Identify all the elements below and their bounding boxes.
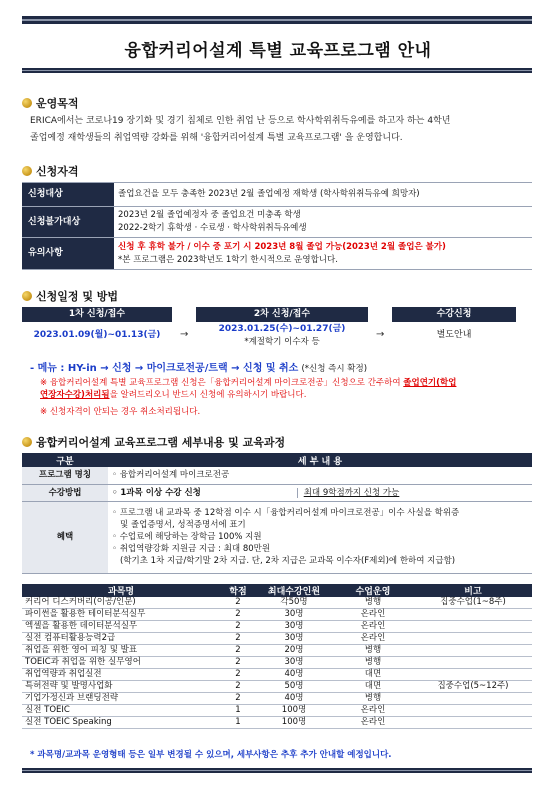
column-header: 과목명 <box>22 584 220 597</box>
row-line: 2023년 2월 졸업예정자 중 졸업요건 미충족 학생 <box>118 210 301 220</box>
table-cell: 기업가정신과 브랜딩전략 <box>22 693 220 705</box>
table-cell: 커리어 디스커버리(이공/인문) <box>22 597 220 609</box>
table-cell: 2 <box>220 621 256 633</box>
section-heading-schedule <box>22 288 118 304</box>
table-cell: 취업역량과 취업실전 <box>22 669 220 681</box>
table-cell: 집중수업(5~12주) <box>414 681 532 693</box>
table-row <box>22 621 532 633</box>
table-cell: 50명 <box>256 681 332 693</box>
schedule-date-2: 2023.01.25(수)~01.27(금) <box>218 324 346 334</box>
table-row <box>22 705 532 717</box>
notice-emphasis: 연장자수강)처리됨 <box>40 390 110 400</box>
table-cell: 2 <box>220 633 256 645</box>
notice-emphasis: 졸업연기(학업 <box>403 378 457 388</box>
table-cell <box>414 693 532 705</box>
table-row <box>22 501 532 573</box>
section-heading-eligibility <box>22 163 79 179</box>
table-cell <box>414 669 532 681</box>
table-header-row <box>22 584 532 597</box>
schedule-date-1: 2023.01.09(월)~01.13(금) <box>33 330 161 340</box>
table-row <box>22 484 532 501</box>
method-note: 최대 9학점까지 신청 가능 <box>297 488 400 498</box>
benefit-line: 및 졸업증명서, 성적증명서에 표기 <box>120 520 246 530</box>
table-row <box>22 717 532 729</box>
table-cell: 병행 <box>332 645 414 657</box>
table-cell: 온라인 <box>332 717 414 729</box>
row-label: 신청불가대상 <box>22 207 114 238</box>
table-cell <box>414 645 532 657</box>
row-value: 졸업요건을 모두 충족한 2023년 2월 졸업예정 재학생 (학사학위취득유예 희망자) <box>114 183 532 207</box>
bullet-icon <box>22 98 32 108</box>
method-text: ◦ 1과목 이상 수강 신청 <box>112 487 201 498</box>
table-cell: 30명 <box>256 633 332 645</box>
purpose-line: 졸업예정 재학생들의 취업역량 강화를 위해 '융합커리어설계 특별 교육프로그램' 을 운영합니다. <box>30 133 403 143</box>
table-cell: 2 <box>220 657 256 669</box>
table-cell <box>414 621 532 633</box>
table-row <box>22 597 532 609</box>
notice-2: ※ 신청자격이 안되는 경우 취소처리됩니다. <box>40 407 201 417</box>
row-label: 수강방법 <box>22 484 108 501</box>
table-cell: 온라인 <box>332 609 414 621</box>
table-cell: 2 <box>220 669 256 681</box>
table-cell <box>414 609 532 621</box>
schedule-label-1: 1차 신청/접수 <box>22 307 172 322</box>
table-cell: 병행 <box>332 597 414 609</box>
table-row <box>22 681 532 693</box>
table-cell: 병행 <box>332 693 414 705</box>
row-label: 유의사항 <box>22 238 114 270</box>
warning-text: 신청 후 휴학 불가 / 이수 중 포기 시 2023년 8월 졸업 가능(2023년 2월 졸업은 불가) <box>118 241 446 252</box>
title-rule <box>22 68 532 73</box>
table-cell: 30명 <box>256 657 332 669</box>
table-cell: 온라인 <box>332 705 414 717</box>
row-value <box>108 484 532 501</box>
benefit-line: ◦ 취업역량강화 지원금 지급 : 최대 80만원 <box>112 544 271 554</box>
table-cell <box>414 705 532 717</box>
menu-path <box>30 359 367 374</box>
table-cell: 100명 <box>256 705 332 717</box>
table-cell: 2 <box>220 597 256 609</box>
table-row <box>22 467 532 484</box>
purpose-line: ERICA에서는 코로나19 장기화 및 경기 침체로 인한 취업 난 등으로 학사학위취득유예를 하고자 하는 4학년 <box>30 116 451 126</box>
schedule-label-2: 2차 신청/접수 <box>196 307 368 322</box>
details-heading: 융합커리어설계 교육프로그램 세부내용 및 교육과정 <box>36 436 286 449</box>
column-header: 학점 <box>220 584 256 597</box>
table-cell: 2 <box>220 645 256 657</box>
notice-1 <box>40 377 456 401</box>
notice-text: ※ 융합커리어설계 특별 교육프로그램 신청은「융합커리어설계 마이크로전공」신청으로 간주하여 <box>40 378 401 388</box>
menu-path-text: - 메뉴 : HY-in → 신청 → 마이크로전공/트랙 → 신청 및 취소 <box>30 363 299 374</box>
table-row <box>22 238 532 270</box>
row-label: 프로그램 명칭 <box>22 467 108 484</box>
bullet-icon <box>22 291 32 301</box>
section-heading-details <box>22 434 285 450</box>
table-cell: 실전 TOEIC <box>22 705 220 717</box>
table-cell <box>414 633 532 645</box>
column-header: 최대수강인원 <box>256 584 332 597</box>
arrow-icon: → <box>376 329 385 340</box>
course-body <box>22 597 532 729</box>
column-header: 비고 <box>414 584 532 597</box>
table-cell: TOEIC과 취업을 위한 실무영어 <box>22 657 220 669</box>
table-row <box>22 669 532 681</box>
table-cell: 온라인 <box>332 633 414 645</box>
row-value <box>108 501 532 573</box>
table-cell: 100명 <box>256 717 332 729</box>
table-cell: 특허전략 및 발명사업화 <box>22 681 220 693</box>
table-cell: 집중수업(1~8주) <box>414 597 532 609</box>
table-row <box>22 657 532 669</box>
table-cell: 2 <box>220 693 256 705</box>
table-header-row <box>22 453 532 467</box>
schedule-heading: 신청일정 및 방법 <box>36 290 119 303</box>
row-label: 신청대상 <box>22 183 114 207</box>
eligibility-table <box>22 182 532 270</box>
table-cell: 40명 <box>256 693 332 705</box>
table-cell: 대면 <box>332 681 414 693</box>
purpose-heading: 운영목적 <box>36 97 79 110</box>
table-cell: 취업을 위한 영어 피칭 및 발표 <box>22 645 220 657</box>
table-cell: 20명 <box>256 645 332 657</box>
row-line: *본 프로그램은 2023학년도 1학기 한시적으로 운영합니다. <box>118 254 338 265</box>
table-cell: 2 <box>220 609 256 621</box>
benefit-line: (학기초 1차 지급/학기말 2차 지급. 단, 2차 지급은 교과목 이수자(F제외)에 한하여 지급함) <box>120 556 456 566</box>
details-table <box>22 453 532 574</box>
schedule-note-2: *계절학기 이수자 등 <box>244 337 320 347</box>
table-cell: 대면 <box>332 669 414 681</box>
top-decor-bar <box>22 16 532 24</box>
table-cell <box>414 657 532 669</box>
row-value <box>114 207 532 238</box>
table-cell: 실전 컴퓨터활용능력2급 <box>22 633 220 645</box>
benefit-line: ◦ 수업료에 해당하는 장학금 100% 지원 <box>112 532 262 542</box>
table-cell: 1 <box>220 705 256 717</box>
bullet-icon <box>22 437 32 447</box>
row-label: 혜택 <box>22 501 108 573</box>
table-cell: 1 <box>220 717 256 729</box>
page-title: 융합커리어설계 특별 교육프로그램 안내 <box>124 41 432 61</box>
table-cell: 온라인 <box>332 621 414 633</box>
table-cell: 30명 <box>256 621 332 633</box>
column-header: 구분 <box>22 453 108 467</box>
table-cell: 2 <box>220 681 256 693</box>
table-row <box>22 693 532 705</box>
menu-path-note: (*신청 즉시 확정) <box>301 364 368 374</box>
notice-text: 을 알려드리오니 반드시 신청에 유의하시기 바랍니다. <box>109 390 307 400</box>
column-header: 세 부 내 용 <box>108 453 532 467</box>
table-cell: 각50명 <box>256 597 332 609</box>
schedule-label-3: 수강신청 <box>392 307 516 322</box>
purpose-text <box>30 113 530 147</box>
table-cell: 엑셀을 활용한 데이터분석실무 <box>22 621 220 633</box>
bullet-icon <box>22 166 32 176</box>
table-row <box>22 645 532 657</box>
schedule-value-3: 별도안내 <box>436 330 472 340</box>
row-line: 2022-2학기 휴학생 · 수료생 · 학사학위취득유예생 <box>118 223 307 233</box>
benefit-line: ◦ 프로그램 내 교과목 중 12학점 이수 시「융합커리어설계 마이크로전공」이수 사실을 학위증 <box>112 508 460 518</box>
table-row <box>22 633 532 645</box>
table-cell: 실전 TOEIC Speaking <box>22 717 220 729</box>
row-value: ◦ 융합커리어설계 마이크로전공 <box>108 467 532 484</box>
course-table <box>22 584 532 729</box>
table-cell: 40명 <box>256 669 332 681</box>
table-row <box>22 207 532 238</box>
section-heading-purpose <box>22 95 79 111</box>
arrow-icon: → <box>180 329 189 340</box>
table-cell: 파이썬을 활용한 테이터분석실무 <box>22 609 220 621</box>
row-value <box>114 238 532 270</box>
table-row <box>22 609 532 621</box>
footer-note: * 과목명/교과목 운영형태 등은 일부 변경될 수 있으며, 세부사항은 추후 추가 안내할 예정입니다. <box>30 750 392 760</box>
eligibility-heading: 신청자격 <box>36 165 79 178</box>
table-cell: 병행 <box>332 657 414 669</box>
bottom-decor-bar <box>22 768 532 773</box>
table-cell <box>414 717 532 729</box>
column-header: 수업운영 <box>332 584 414 597</box>
table-row <box>22 183 532 207</box>
table-cell: 30명 <box>256 609 332 621</box>
